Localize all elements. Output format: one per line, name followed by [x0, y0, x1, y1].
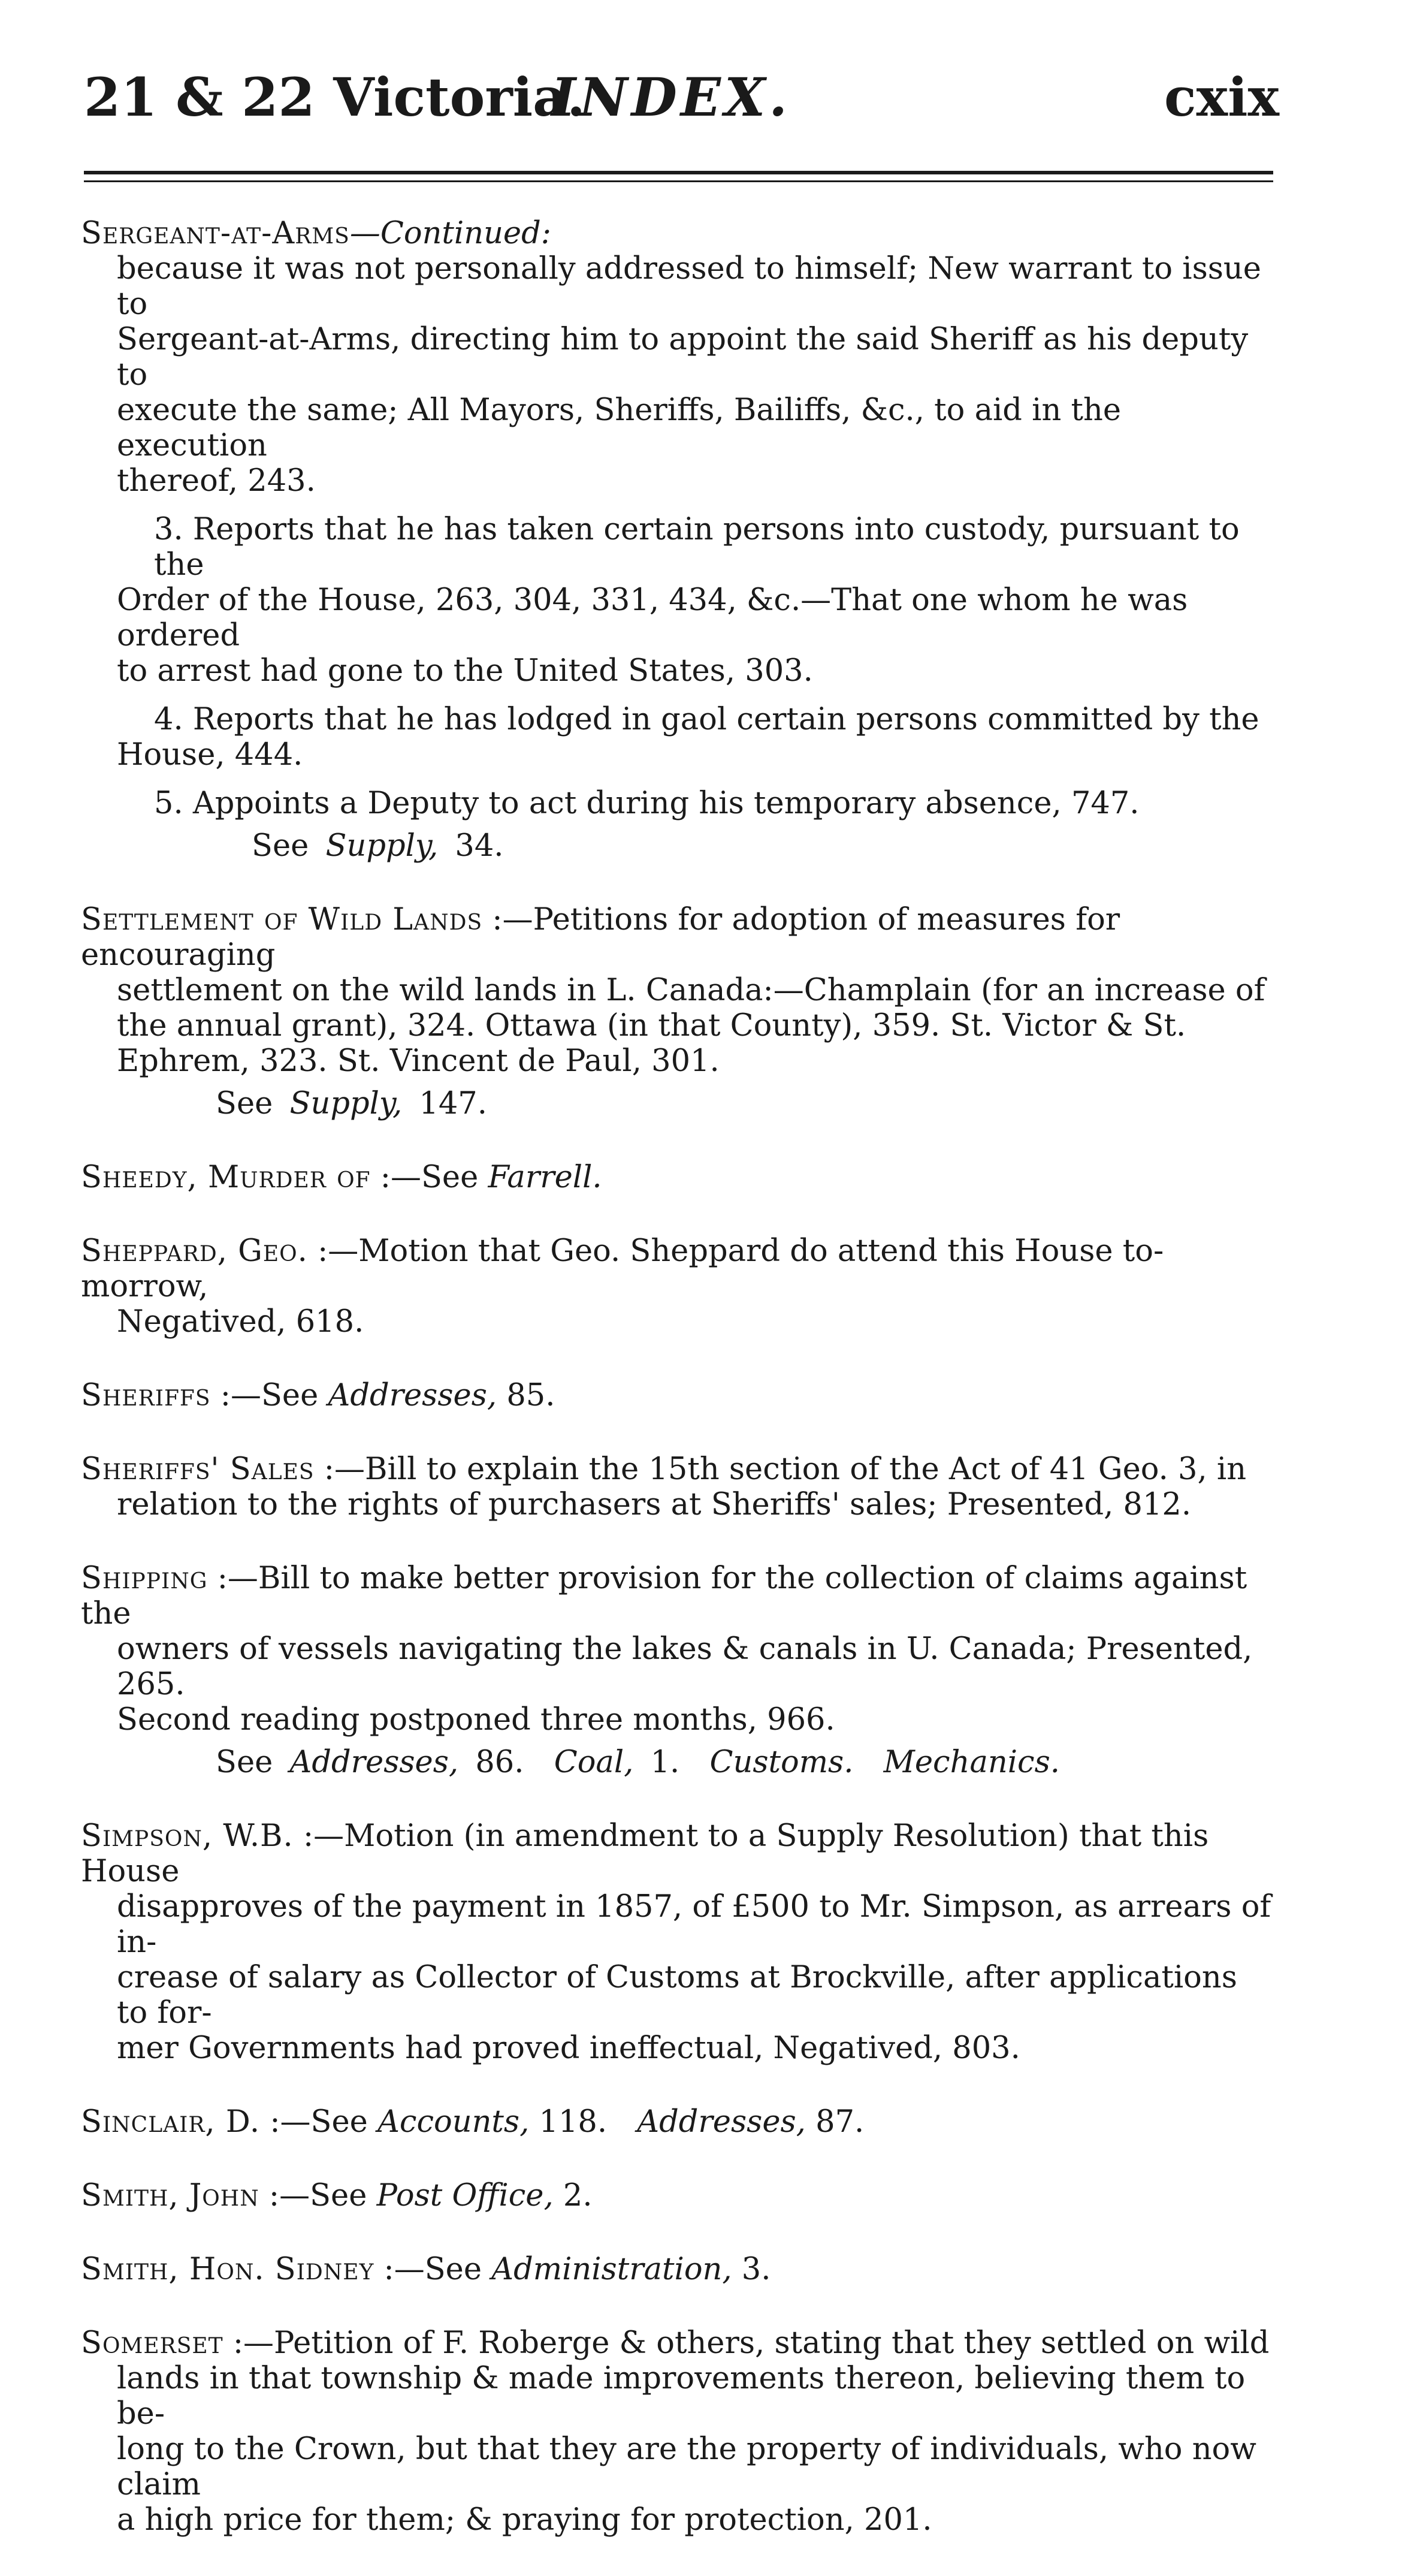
entry-sinclair: [81, 2104, 1276, 2140]
header-session: 21 & 22 Victoria.: [84, 66, 585, 128]
entry-heading: Simpson, W.B.: [81, 1818, 294, 1854]
see-num: 85.: [506, 1378, 555, 1413]
see-num: 34.: [455, 828, 504, 864]
see-prefix: See: [216, 1086, 273, 1121]
entry-heading: Settlement of Wild Lands: [81, 902, 483, 937]
entry-line: long to the Crown, but that they are the property of individuals, who now claim: [117, 2432, 1256, 2502]
entry-line: relation to the rights of purchasers at Sheriffs' sales; Presented, 812.: [117, 1487, 1192, 1522]
see-also: [117, 1086, 1276, 1121]
see-ref: Customs.: [709, 1745, 854, 1780]
see-ref: Farrell.: [488, 1160, 602, 1195]
entry-line: disapproves of the payment in 1857, of £500 to Mr. Simpson, as arrears of in-: [117, 1889, 1271, 1960]
see-ref: Administration,: [491, 2252, 732, 2287]
entry-heading: Shipping: [81, 1561, 208, 1596]
entry-line: :—Petitions for adoption of measures for encouraging: [81, 902, 1120, 973]
entry-heading: Sergeant-at-Arms: [81, 216, 350, 251]
entry-see: :—See: [380, 1160, 479, 1195]
entry-line: Ephrem, 323. St. Vincent de Paul, 301.: [117, 1043, 720, 1079]
entry-see: :—See: [268, 2178, 367, 2213]
paragraph-4: [117, 702, 1276, 773]
entry-line: to arrest had gone to the United States, 303.: [117, 653, 813, 689]
see-ref: Accounts,: [377, 2104, 530, 2140]
entry-line: :—Bill to make better provision for the collection of claims against the: [81, 1561, 1247, 1631]
see-ref: Post Office,: [376, 2178, 554, 2213]
entry-line: lands in that township & made improvements thereon, believing them to be-: [117, 2361, 1246, 2432]
entry-line: thereof, 243.: [117, 463, 316, 499]
entry-heading: Sheriffs' Sales: [81, 1452, 315, 1487]
entry-continued: —Continued:: [349, 216, 551, 251]
index-content: [81, 216, 1276, 2576]
entry-line: House, 444.: [117, 737, 303, 773]
entry-line: Second reading postponed three months, 966.: [117, 1702, 835, 1738]
header-title: INDEX.: [551, 66, 791, 128]
entry-line: settlement on the wild lands in L. Canada:—Champlain (for an increase of: [117, 973, 1265, 1008]
see-ref: Coal,: [554, 1745, 634, 1780]
entry-line: Negatived, 618.: [117, 1304, 364, 1340]
see-num: 147.: [419, 1086, 487, 1121]
see-num: 3.: [741, 2252, 771, 2287]
entry-heading: Sheppard, Geo.: [81, 1233, 308, 1269]
entry-heading: Sheedy, Murder of: [81, 1160, 371, 1195]
see-ref: Supply,: [325, 828, 439, 864]
see-ref: Mechanics.: [883, 1745, 1060, 1780]
see-also: [117, 1745, 1276, 1780]
entry-line: 4. Reports that he has lodged in gaol certain persons committed by the: [154, 702, 1259, 737]
entry-line: owners of vessels navigating the lakes & canals in U. Canada; Presented, 265.: [117, 1631, 1253, 1702]
see-num: 118.: [539, 2104, 608, 2140]
entry-heading: Smith, Hon. Sidney: [81, 2252, 374, 2287]
see-ref: Addresses,: [289, 1745, 459, 1780]
entry-see: :—See: [383, 2252, 482, 2287]
entry-sheriffs: [81, 1378, 1276, 1413]
entry-sergeant-at-arms: [81, 216, 1276, 864]
see-ref: Addresses,: [328, 1378, 497, 1413]
paragraph-5: [117, 786, 1276, 821]
entry-line: crease of salary as Collector of Customs at Brockville, after applications to for-: [117, 1960, 1237, 2031]
entry-line: a high price for them; & praying for protection, 201.: [117, 2502, 932, 2538]
see-num: 1.: [650, 1745, 680, 1780]
entry-settlement-of-wild-lands: [81, 902, 1276, 1121]
header-rule-thick: [84, 171, 1273, 174]
paragraph-3: [117, 512, 1276, 689]
entry-smith-sidney: [81, 2252, 1276, 2287]
entry-heading: Sheriffs: [81, 1378, 211, 1413]
entry-simpson: [81, 1818, 1276, 2066]
see-num: 2.: [563, 2178, 593, 2213]
entry-sheppard: [81, 1233, 1276, 1340]
entry-line: 3. Reports that he has taken certain persons into custody, pursuant to the: [154, 512, 1240, 583]
see-prefix: See: [252, 828, 309, 864]
entry-line: because it was not personally addressed to himself; New warrant to issue to: [117, 251, 1261, 322]
see-prefix: See: [216, 1745, 273, 1780]
entry-line: Order of the House, 263, 304, 331, 434, &c.—That one whom he was ordered: [117, 583, 1188, 653]
see-num: 86.: [475, 1745, 524, 1780]
entry-smith-john: [81, 2178, 1276, 2213]
entry-line: :—Motion (in amendment to a Supply Resolution) that this House: [81, 1818, 1209, 1889]
entry-line: mer Governments had proved ineffectual, Negatived, 803.: [117, 2031, 1020, 2066]
entry-see: :—See: [270, 2104, 368, 2140]
entry-line: Sergeant-at-Arms, directing him to appoint the said Sheriff as his deputy to: [117, 322, 1249, 393]
header-rule-thin: [84, 180, 1273, 182]
header-page-number: cxix: [1164, 66, 1279, 128]
see-num: 87.: [815, 2104, 865, 2140]
see-ref: Supply,: [289, 1086, 403, 1121]
entry-see: :—See: [220, 1378, 319, 1413]
entry-line: :—Motion that Geo. Sheppard do attend this House to-morrow,: [81, 1233, 1164, 1304]
entry-sheriffs-sales: [81, 1452, 1276, 1522]
entry-heading: Smith, John: [81, 2178, 259, 2213]
entry-line: 5. Appoints a Deputy to act during his temporary absence, 747.: [154, 786, 1140, 821]
see-also: [117, 828, 1276, 864]
entry-somerset: [81, 2325, 1276, 2538]
entry-line: the annual grant), 324. Ottawa (in that County), 359. St. Victor & St.: [117, 1008, 1186, 1043]
entry-line: execute the same; All Mayors, Sheriffs, Bailiffs, &c., to aid in the execution: [117, 393, 1122, 463]
entry-heading: Sinclair, D.: [81, 2104, 261, 2140]
see-ref: Addresses,: [637, 2104, 806, 2140]
entry-shipping: [81, 1561, 1276, 1780]
entry-line: :—Petition of F. Roberge & others, stating that they settled on wild: [232, 2325, 1270, 2361]
page-header: [84, 66, 1279, 143]
entry-sheedy: [81, 1160, 1276, 1195]
entry-line: :—Bill to explain the 15th section of the Act of 41 Geo. 3, in: [324, 1452, 1247, 1487]
entry-heading: Somerset: [81, 2325, 223, 2361]
